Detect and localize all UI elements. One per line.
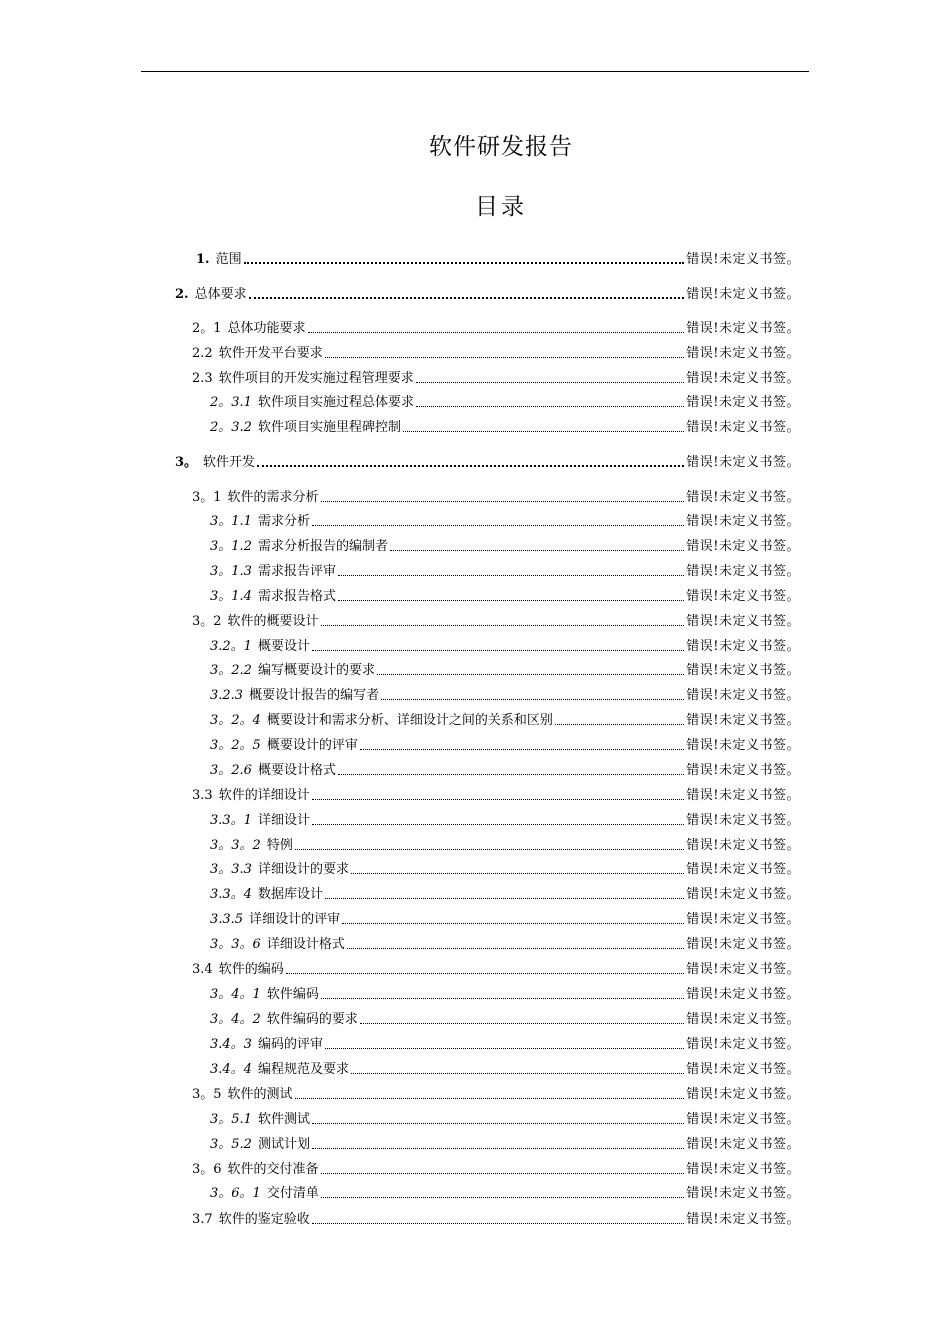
toc-entry-label: 交付清单 xyxy=(266,1186,319,1201)
toc-entry-number: 3。3。2 xyxy=(210,838,261,853)
toc-page-reference: 错误!未定义书签。 xyxy=(686,862,800,877)
toc-page-reference: 错误!未定义书签。 xyxy=(686,420,800,435)
toc-page-reference: 错误!未定义书签。 xyxy=(686,1062,800,1077)
toc-entry-text xyxy=(192,346,323,362)
toc-entry[interactable] xyxy=(210,659,800,679)
toc-entry-label: 软件项目实施过程总体要求 xyxy=(257,395,414,410)
toc-entry[interactable] xyxy=(192,317,800,337)
toc-entry-number: 3。 xyxy=(175,455,198,470)
toc-entry-label: 软件开发 xyxy=(203,455,256,470)
toc-entry-label: 软件的概要设计 xyxy=(227,614,319,629)
toc-entry-label: 需求分析报告的编制者 xyxy=(257,539,388,554)
toc-entry-label: 软件的详细设计 xyxy=(218,788,310,803)
toc-entry-number: 2。3.1 xyxy=(210,395,252,410)
toc-entry-number: 3。4。2 xyxy=(210,1012,261,1027)
toc-entry[interactable] xyxy=(210,510,800,530)
toc-page-reference: 错误!未定义书签。 xyxy=(686,321,800,336)
toc-entry-number: 1. xyxy=(196,252,210,267)
toc-entry[interactable] xyxy=(175,451,800,471)
toc-entry-label: 软件项目的开发实施过程管理要求 xyxy=(218,371,414,386)
toc-entry-text xyxy=(210,1062,349,1078)
toc-entry-text xyxy=(196,252,242,268)
toc-dot-leader xyxy=(249,296,685,299)
toc-entry-text xyxy=(210,1137,310,1153)
toc-page-reference: 错误!未定义书签。 xyxy=(686,371,800,386)
toc-entry[interactable] xyxy=(210,585,800,605)
toc-entry[interactable] xyxy=(210,858,800,878)
toc-dot-leader xyxy=(360,1022,684,1024)
toc-dot-leader xyxy=(312,1122,684,1124)
toc-entry-text xyxy=(210,395,414,411)
toc-entry-text xyxy=(192,788,310,804)
toc-page-reference: 错误!未定义书签。 xyxy=(686,688,800,703)
toc-entry-number: 3.3。1 xyxy=(210,813,252,828)
document-title: 软件研发报告 xyxy=(429,134,573,160)
toc-entry-label: 概要设计 xyxy=(257,639,310,654)
toc-entry-text xyxy=(210,539,388,555)
toc-entry-text xyxy=(210,862,349,878)
toc-entry-text xyxy=(210,912,340,928)
toc-entry-number: 3.3 xyxy=(192,788,213,803)
toc-entry-number: 3。2.2 xyxy=(210,663,252,678)
toc-entry-label: 特例 xyxy=(266,838,293,853)
toc-entry-text xyxy=(210,887,323,903)
toc-entry[interactable] xyxy=(210,759,800,779)
toc-entry-text xyxy=(210,763,336,779)
toc-entry[interactable] xyxy=(210,983,800,1003)
toc-dot-leader xyxy=(321,624,685,626)
toc-page-reference: 错误!未定义书签。 xyxy=(686,1186,800,1201)
toc-entry-label: 软件测试 xyxy=(257,1112,310,1127)
toc-entry-text xyxy=(175,287,247,303)
toc-entry-number: 3.7 xyxy=(192,1212,213,1227)
toc-entry-label: 详细设计 xyxy=(257,813,310,828)
toc-dot-leader xyxy=(416,405,684,407)
toc-entry-text xyxy=(210,1112,310,1128)
toc-entry-label: 详细设计格式 xyxy=(266,937,345,952)
toc-entry-text xyxy=(192,1087,293,1103)
toc-dot-leader xyxy=(244,261,685,264)
toc-page-reference: 错误!未定义书签。 xyxy=(686,455,800,470)
toc-entry-label: 软件开发平台要求 xyxy=(218,346,323,361)
toc-entry-text xyxy=(210,663,375,679)
toc-entry-number: 3。3.3 xyxy=(210,862,252,877)
toc-entry[interactable] xyxy=(210,535,800,555)
toc-entry-label: 概要设计和需求分析、详细设计之间的关系和区别 xyxy=(266,713,553,728)
toc-entry-label: 数据库设计 xyxy=(257,887,323,902)
toc-entry-text xyxy=(210,813,310,829)
toc-entry[interactable] xyxy=(192,784,800,804)
toc-page-reference: 错误!未定义书签。 xyxy=(686,639,800,654)
toc-entry-label: 需求报告格式 xyxy=(257,589,336,604)
toc-entry[interactable] xyxy=(210,1033,800,1053)
toc-entry-number: 3。1.3 xyxy=(210,564,252,579)
toc-entry-label: 需求报告评审 xyxy=(257,564,336,579)
toc-entry-label: 范围 xyxy=(215,252,242,267)
toc-entry-text xyxy=(210,738,358,754)
toc-entry[interactable] xyxy=(192,610,800,630)
toc-page-reference: 错误!未定义书签。 xyxy=(686,912,800,927)
toc-page-reference: 错误!未定义书签。 xyxy=(686,1212,800,1227)
toc-page-reference: 错误!未定义书签。 xyxy=(686,1012,800,1027)
toc-entry[interactable] xyxy=(210,933,800,953)
toc-entry-label: 总体功能要求 xyxy=(227,321,306,336)
toc-heading: 目录 xyxy=(475,194,527,220)
toc-page-reference: 错误!未定义书签。 xyxy=(686,937,800,952)
toc-dot-leader xyxy=(286,972,685,974)
toc-entry-number: 3.2.3 xyxy=(210,688,244,703)
toc-entry-label: 需求分析 xyxy=(257,514,310,529)
toc-entry-text xyxy=(210,639,310,655)
toc-entry[interactable] xyxy=(192,1083,800,1103)
toc-entry-text xyxy=(210,1186,319,1202)
toc-dot-leader xyxy=(321,997,684,999)
toc-entry-number: 3。6 xyxy=(192,1162,222,1177)
toc-dot-leader xyxy=(312,524,684,526)
toc-dot-leader xyxy=(321,1196,684,1198)
toc-entry-text xyxy=(192,1162,319,1178)
toc-page-reference: 错误!未定义书签。 xyxy=(686,1162,800,1177)
toc-entry[interactable] xyxy=(192,486,800,506)
toc-entry[interactable] xyxy=(210,883,800,903)
toc-entry-number: 3.2。1 xyxy=(210,639,252,654)
toc-entry[interactable] xyxy=(210,908,800,928)
toc-entry-text xyxy=(210,987,319,1003)
toc-dot-leader xyxy=(416,381,685,383)
toc-entry-number: 3。4。1 xyxy=(210,987,261,1002)
toc-entry-number: 3。6。1 xyxy=(210,1186,261,1201)
toc-dot-leader xyxy=(325,1047,684,1049)
toc-entry-text xyxy=(192,371,414,387)
toc-entry-label: 测试计划 xyxy=(257,1137,310,1152)
toc-entry[interactable] xyxy=(210,1133,800,1153)
toc-page-reference: 错误!未定义书签。 xyxy=(686,663,800,678)
toc-dot-leader xyxy=(257,464,684,467)
toc-entry-number: 3。5 xyxy=(192,1087,222,1102)
toc-entry-number: 3。2。4 xyxy=(210,713,261,728)
toc-entry-number: 3。2.6 xyxy=(210,763,252,778)
toc-page-reference: 错误!未定义书签。 xyxy=(686,514,800,529)
toc-entry-label: 软件的交付准备 xyxy=(227,1162,319,1177)
toc-page-reference: 错误!未定义书签。 xyxy=(686,614,800,629)
toc-entry-number: 3。3。6 xyxy=(210,937,261,952)
toc-page-reference: 错误!未定义书签。 xyxy=(686,490,800,505)
toc-entry-text xyxy=(210,514,310,530)
toc-entry-text xyxy=(210,1012,358,1028)
toc-dot-leader xyxy=(312,1222,685,1224)
toc-entry[interactable] xyxy=(210,709,800,729)
toc-dot-leader xyxy=(342,922,684,924)
toc-entry[interactable] xyxy=(192,958,800,978)
toc-entry-label: 概要设计报告的编写者 xyxy=(249,688,380,703)
toc-entry-number: 3。1.2 xyxy=(210,539,252,554)
toc-entry-number: 2.2 xyxy=(192,346,213,361)
toc-entry-label: 软件编码的要求 xyxy=(266,1012,358,1027)
toc-entry[interactable] xyxy=(210,1008,800,1028)
toc-entry-number: 2。3.2 xyxy=(210,420,252,435)
toc-entry-label: 概要设计的评审 xyxy=(266,738,358,753)
toc-entry-label: 编写概要设计的要求 xyxy=(257,663,375,678)
toc-entry-label: 编程规范及要求 xyxy=(257,1062,349,1077)
toc-entry-label: 软件的需求分析 xyxy=(227,490,319,505)
toc-entry-number: 3。1 xyxy=(192,490,222,505)
toc-dot-leader xyxy=(312,823,684,825)
toc-entry[interactable] xyxy=(210,416,800,436)
toc-entry-text xyxy=(210,1037,323,1053)
toc-dot-leader xyxy=(347,947,684,949)
toc-dot-leader xyxy=(555,723,684,725)
toc-dot-leader xyxy=(338,773,684,775)
toc-entry[interactable] xyxy=(210,684,800,704)
toc-dot-leader xyxy=(360,748,684,750)
toc-page-reference: 错误!未定义书签。 xyxy=(686,813,800,828)
toc-dot-leader xyxy=(295,848,684,850)
toc-page-reference: 错误!未定义书签。 xyxy=(686,763,800,778)
toc-dot-leader xyxy=(312,798,685,800)
toc-entry[interactable] xyxy=(210,1108,800,1128)
toc-page-reference: 错误!未定义书签。 xyxy=(686,713,800,728)
toc-page-reference: 错误!未定义书签。 xyxy=(686,589,800,604)
header-rule xyxy=(141,71,809,72)
toc-dot-leader xyxy=(325,897,684,899)
toc-entry[interactable] xyxy=(210,391,800,411)
toc-entry-text xyxy=(210,937,345,953)
toc-entry-text xyxy=(210,420,401,436)
toc-entry[interactable] xyxy=(192,342,800,362)
toc-entry-text xyxy=(192,490,319,506)
toc-entry-number: 3。2。5 xyxy=(210,738,261,753)
toc-page-reference: 错误!未定义书签。 xyxy=(686,887,800,902)
toc-page-reference: 错误!未定义书签。 xyxy=(686,788,800,803)
toc-entry-number: 3。5.2 xyxy=(210,1137,252,1152)
toc-dot-leader xyxy=(295,1097,685,1099)
toc-page-reference: 错误!未定义书签。 xyxy=(686,395,800,410)
toc-entry-text xyxy=(210,564,336,580)
toc-dot-leader xyxy=(351,1072,684,1074)
toc-entry[interactable] xyxy=(175,283,800,303)
toc-page-reference: 错误!未定义书签。 xyxy=(686,838,800,853)
toc-entry-label: 软件编码 xyxy=(266,987,319,1002)
toc-dot-leader xyxy=(325,356,685,358)
toc-dot-leader xyxy=(351,872,684,874)
toc-entry-number: 3。5.1 xyxy=(210,1112,252,1127)
toc-dot-leader xyxy=(321,1172,685,1174)
toc-dot-leader xyxy=(338,599,684,601)
toc-dot-leader xyxy=(390,549,684,551)
toc-entry-label: 软件项目实施里程碑控制 xyxy=(257,420,401,435)
toc-entry-number: 2. xyxy=(175,287,189,302)
toc-entry[interactable] xyxy=(192,1208,800,1228)
toc-dot-leader xyxy=(377,673,684,675)
toc-entry[interactable] xyxy=(210,635,800,655)
toc-entry-label: 编码的评审 xyxy=(257,1037,323,1052)
toc-dot-leader xyxy=(381,698,684,700)
toc-entry[interactable] xyxy=(210,560,800,580)
toc-dot-leader xyxy=(312,649,684,651)
toc-entry-number: 3.4 xyxy=(192,962,213,977)
toc-entry-label: 详细设计的评审 xyxy=(249,912,341,927)
toc-page-reference: 错误!未定义书签。 xyxy=(686,287,800,302)
toc-entry[interactable] xyxy=(192,1158,800,1178)
toc-entry-label: 概要设计格式 xyxy=(257,763,336,778)
toc-page-reference: 错误!未定义书签。 xyxy=(686,346,800,361)
toc-entry-number: 3。2 xyxy=(192,614,222,629)
toc-entry-number: 2。1 xyxy=(192,321,222,336)
toc-entry-number: 2.3 xyxy=(192,371,213,386)
toc-page-reference: 错误!未定义书签。 xyxy=(686,1137,800,1152)
toc-entry-number: 3.3.5 xyxy=(210,912,244,927)
toc-entry-text xyxy=(210,713,553,729)
toc-entry-label: 软件的测试 xyxy=(227,1087,293,1102)
toc-dot-leader xyxy=(308,331,685,333)
toc-entry-number: 3.4。4 xyxy=(210,1062,252,1077)
toc-page-reference: 错误!未定义书签。 xyxy=(686,738,800,753)
toc-entry-label: 软件的编码 xyxy=(218,962,284,977)
toc-page-reference: 错误!未定义书签。 xyxy=(686,1087,800,1102)
toc-entry-text xyxy=(192,321,306,337)
toc-entry[interactable] xyxy=(210,1182,800,1202)
toc-entry-number: 3.4。3 xyxy=(210,1037,252,1052)
toc-entry-number: 3.3。4 xyxy=(210,887,252,902)
toc-page-reference: 错误!未定义书签。 xyxy=(686,987,800,1002)
toc-entry[interactable] xyxy=(210,1058,800,1078)
toc-entry-label: 总体要求 xyxy=(194,287,247,302)
toc-dot-leader xyxy=(321,500,685,502)
toc-entry-text xyxy=(192,1212,310,1228)
toc-entry-number: 3。1.4 xyxy=(210,589,252,604)
toc-dot-leader xyxy=(403,430,684,432)
toc-page-reference: 错误!未定义书签。 xyxy=(686,564,800,579)
toc-entry-text xyxy=(175,455,255,471)
toc-dot-leader xyxy=(338,574,684,576)
toc-entry-label: 详细设计的要求 xyxy=(257,862,349,877)
toc-page-reference: 错误!未定义书签。 xyxy=(686,1112,800,1127)
toc-entry-text xyxy=(192,614,319,630)
toc-dot-leader xyxy=(312,1147,684,1149)
toc-entry-text xyxy=(210,688,379,704)
toc-entry[interactable] xyxy=(210,809,800,829)
toc-entry[interactable] xyxy=(210,734,800,754)
toc-entry-text xyxy=(210,838,293,854)
toc-entry[interactable] xyxy=(210,834,800,854)
toc-page-reference: 错误!未定义书签。 xyxy=(686,962,800,977)
toc-page-reference: 错误!未定义书签。 xyxy=(686,539,800,554)
toc-entry-label: 软件的鉴定验收 xyxy=(218,1212,310,1227)
toc-entry[interactable] xyxy=(196,248,800,268)
toc-page-reference: 错误!未定义书签。 xyxy=(686,1037,800,1052)
toc-entry-text xyxy=(192,962,284,978)
toc-entry[interactable] xyxy=(192,367,800,387)
toc-page-reference: 错误!未定义书签。 xyxy=(686,252,800,267)
toc-entry-number: 3。1.1 xyxy=(210,514,252,529)
toc-entry-text xyxy=(210,589,336,605)
